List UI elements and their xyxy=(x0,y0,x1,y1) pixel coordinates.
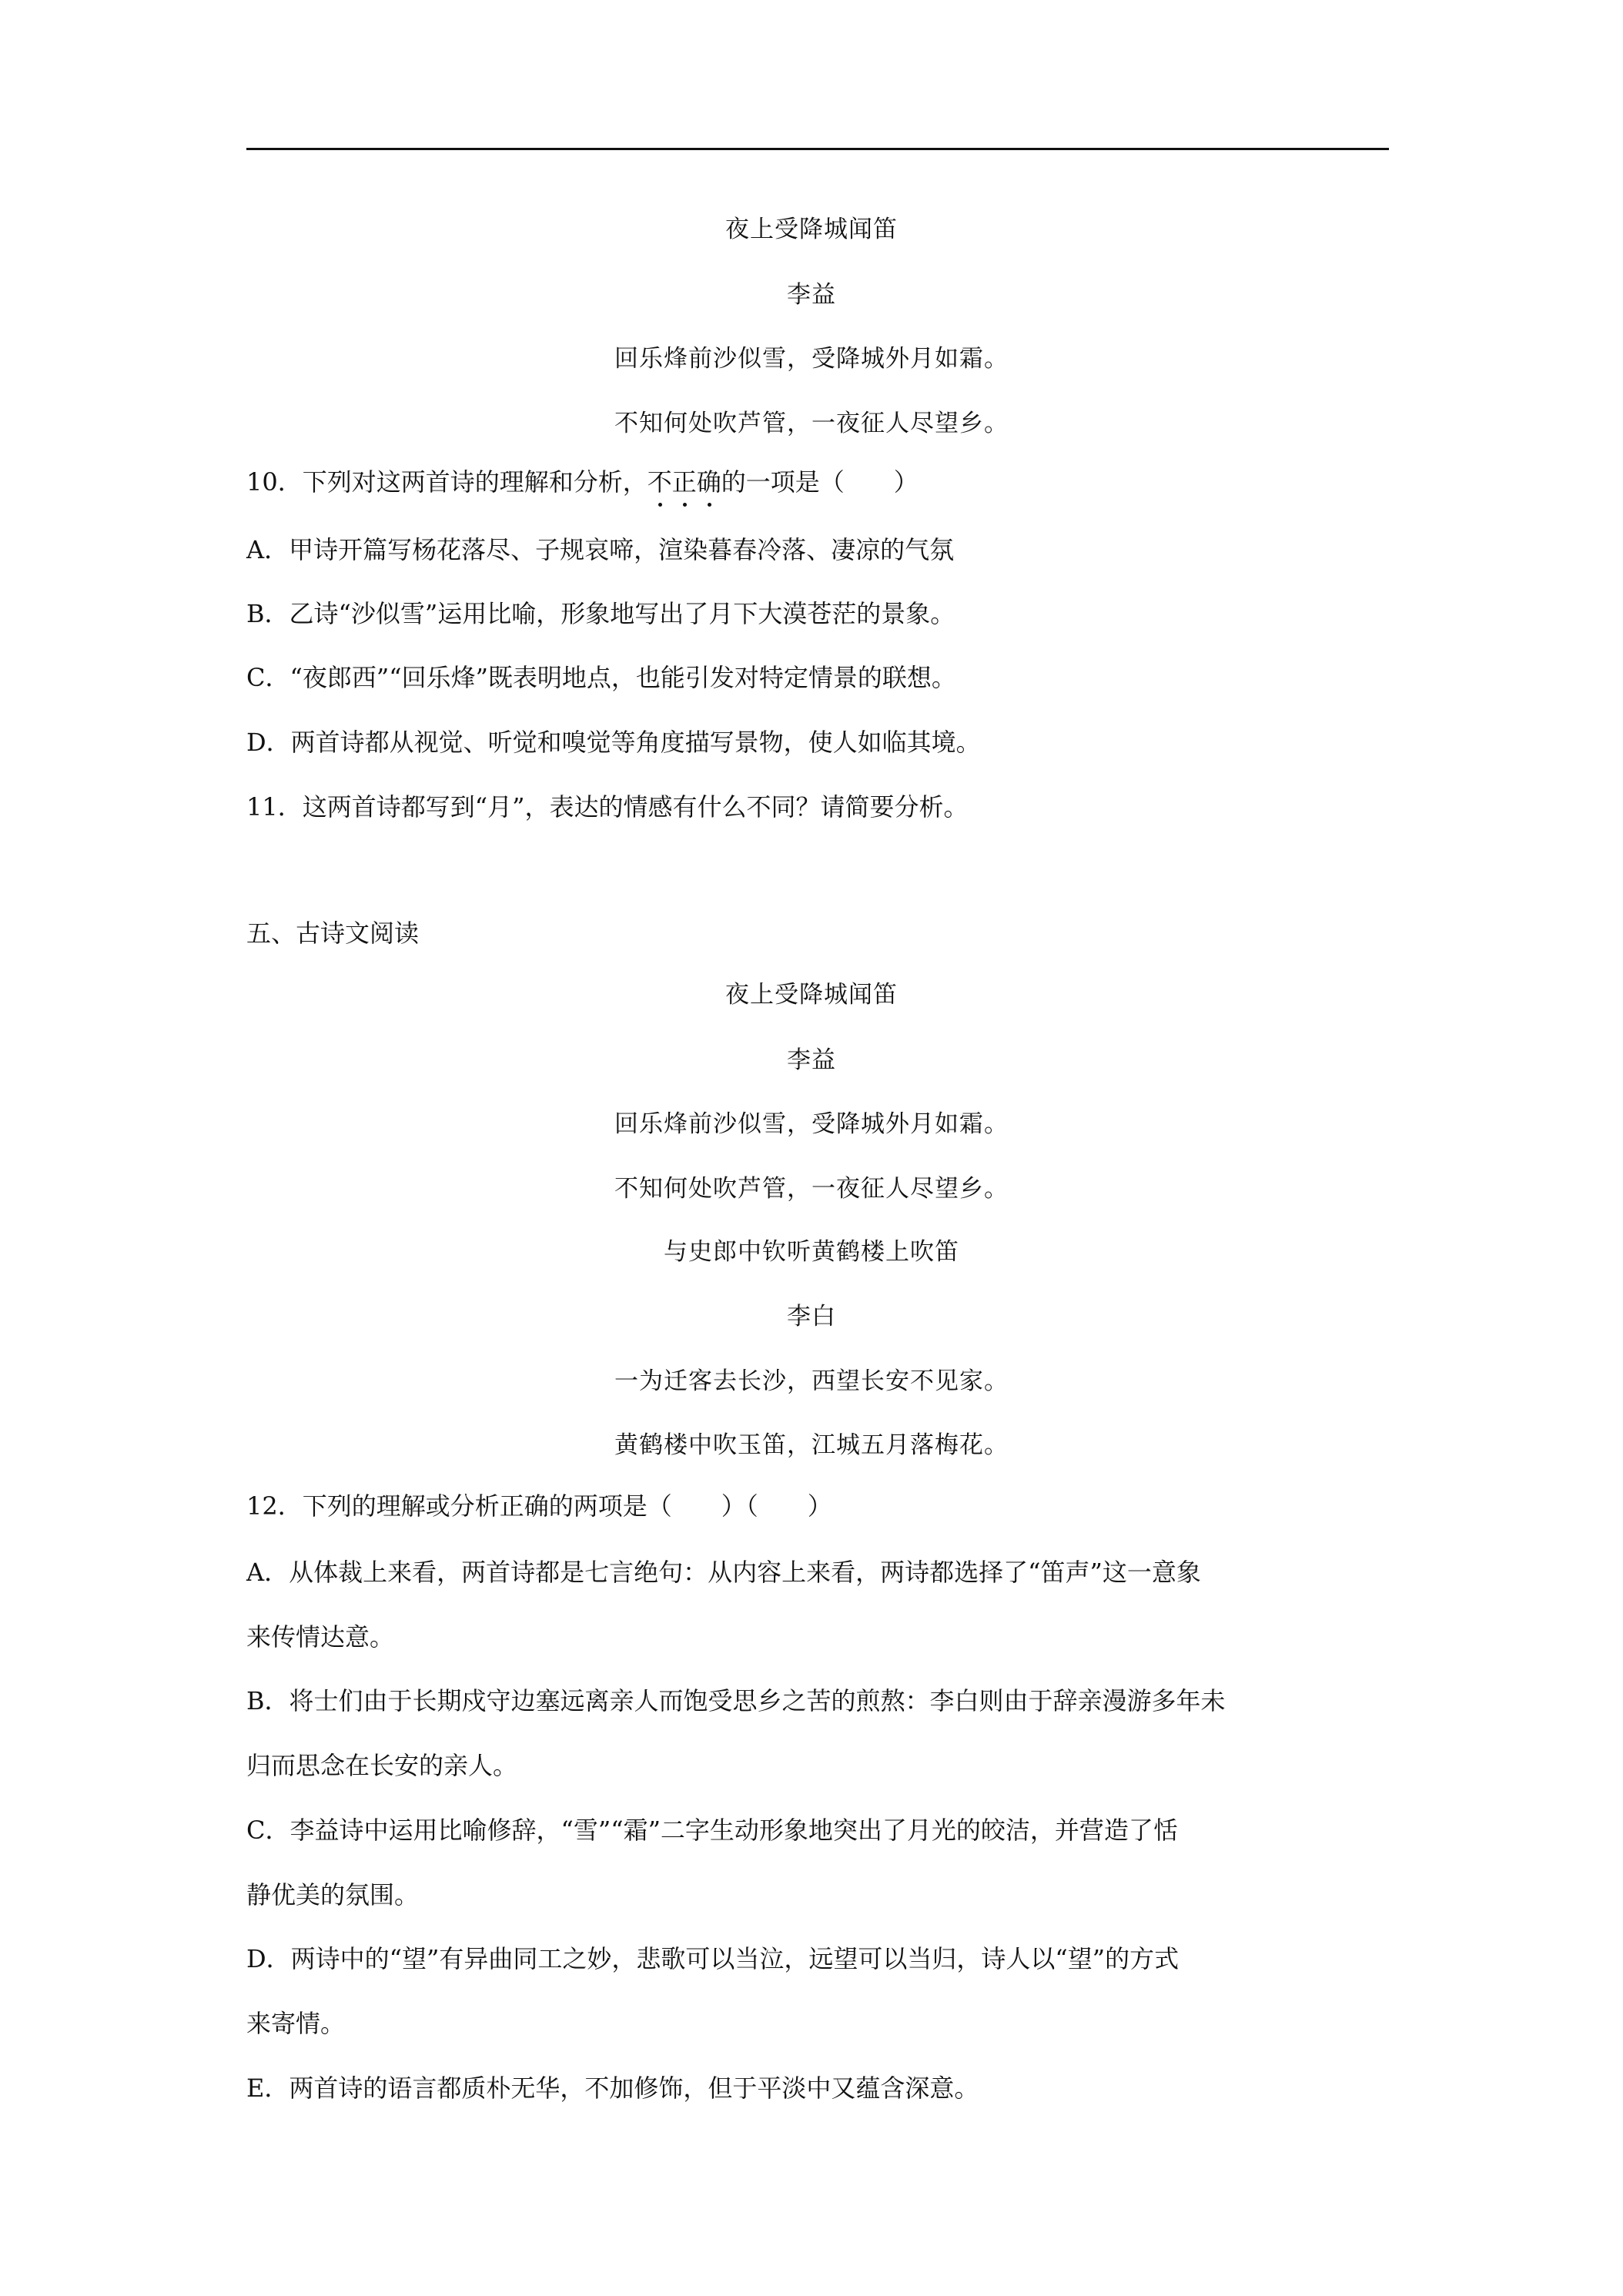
poem3-line2: 黄鹤楼中吹玉笛，江城五月落梅花。 xyxy=(614,1431,1009,1459)
poem2-author: 李益 xyxy=(787,1046,836,1074)
poem2-line1: 回乐烽前沙似雪，受降城外月如霜。 xyxy=(614,1110,1009,1138)
question-10-stem-pre: 10．下列对这两首诗的理解和分析， xyxy=(246,467,648,497)
question-12-option-a-line1: A．从体裁上来看，两首诗都是七言绝句：从内容上来看，两诗都选择了“笛声”这一意象 xyxy=(246,1558,1201,1587)
header-rule xyxy=(246,148,1389,150)
poem1-title: 夜上受降城闻笛 xyxy=(725,216,898,243)
poem1-line2: 不知何处吹芦管，一夜征人尽望乡。 xyxy=(614,410,1009,437)
question-10-stem xyxy=(246,467,919,497)
question-12-option-d-line2: 来寄情。 xyxy=(246,2009,346,2038)
question-12-option-d-line1: D．两诗中的“望”有异曲同工之妙，悲歌可以当泣，远望可以当归，诗人以“望”的方式 xyxy=(246,1944,1180,1973)
poem1-author: 李益 xyxy=(787,281,836,309)
question-10-option-b: B．乙诗“沙似雪”运用比喻，形象地写出了月下大漠苍茫的景象。 xyxy=(246,599,955,628)
emphasis-char-2: 正 xyxy=(671,467,697,497)
emphasis-char-3: 确 xyxy=(696,467,721,497)
question-10-option-a: A．甲诗开篇写杨花落尽、子规哀啼，渲染暮春冷落、凄凉的气氛 xyxy=(246,535,955,564)
poem1-line1: 回乐烽前沙似雪，受降城外月如霜。 xyxy=(614,345,1009,373)
question-10-option-c: C．“夜郎西”“回乐烽”既表明地点，也能引发对特定情景的联想。 xyxy=(246,663,956,692)
question-12-option-c-line1: C．李益诗中运用比喻修辞，“雪”“霜”二字生动形象地突出了月光的皎洁，并营造了恬 xyxy=(246,1816,1178,1845)
poem2-title: 夜上受降城闻笛 xyxy=(725,981,898,1009)
question-10-stem-post: 的一项是（ ） xyxy=(721,467,919,497)
emphasis-char-1: 不 xyxy=(647,467,672,497)
poem3-title: 与史郎中钦听黄鹤楼上吹笛 xyxy=(664,1238,959,1266)
question-11-stem: 11．这两首诗都写到“月”，表达的情感有什么不同？请简要分析。 xyxy=(246,792,969,822)
section-5-heading: 五、古诗文阅读 xyxy=(246,919,420,948)
question-12-option-b-line1: B．将士们由于长期戍守边塞远离亲人而饱受思乡之苦的煎熬：李白则由于辞亲漫游多年未 xyxy=(246,1686,1226,1715)
question-10-option-d: D．两首诗都从视觉、听觉和嗅觉等角度描写景物，使人如临其境。 xyxy=(246,728,981,757)
question-12-option-c-line2: 静优美的氛围。 xyxy=(246,1880,420,1909)
poem3-author: 李白 xyxy=(787,1303,836,1330)
question-12-option-b-line2: 归而思念在长安的亲人。 xyxy=(246,1751,518,1780)
question-12-option-a-line2: 来传情达意。 xyxy=(246,1622,395,1652)
poem2-line2: 不知何处吹芦管，一夜征人尽望乡。 xyxy=(614,1175,1009,1203)
poem3-line1: 一为迁客去长沙，西望长安不见家。 xyxy=(614,1367,1009,1395)
question-12-option-e: E．两首诗的语言都质朴无华，不加修饰，但于平淡中又蕴含深意。 xyxy=(246,2073,979,2103)
question-12-stem: 12．下列的理解或分析正确的两项是（ ）（ ） xyxy=(246,1491,832,1521)
